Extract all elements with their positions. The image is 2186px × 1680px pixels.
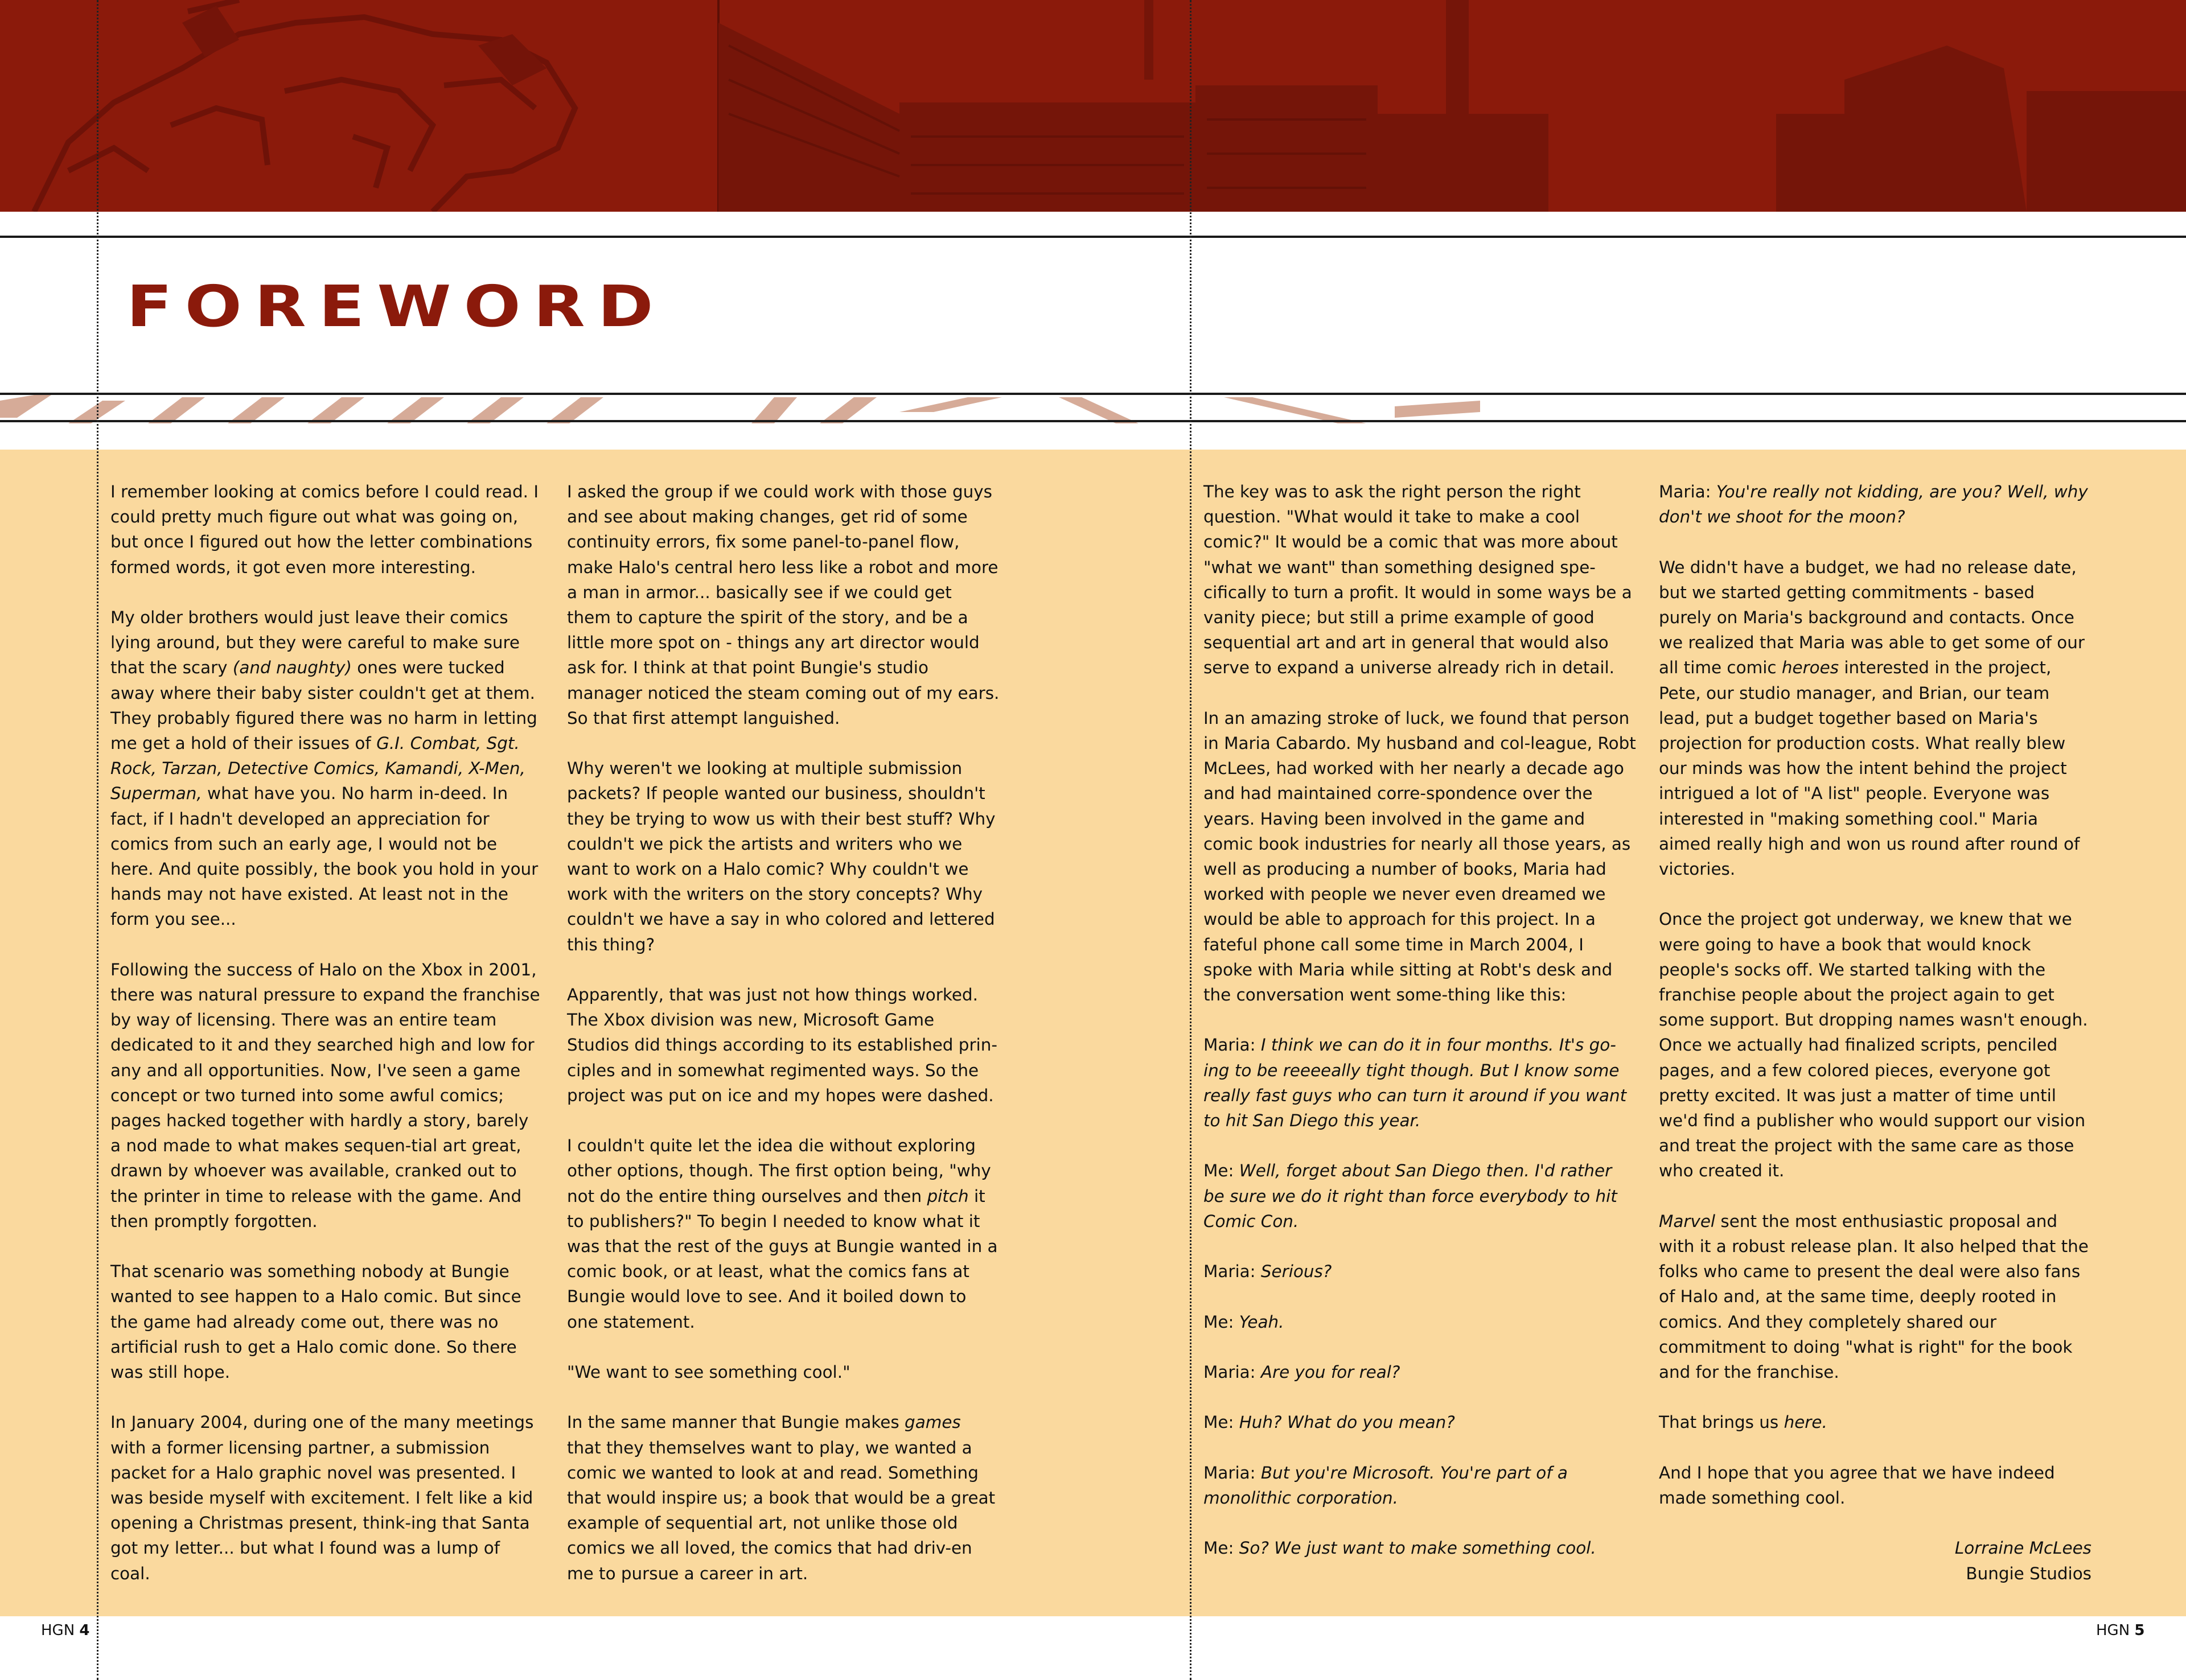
paragraph: Me: Huh? What do you mean? xyxy=(1203,1413,1455,1432)
paragraph: Maria: But you're Microsoft. You're part of a monolithic corporation. xyxy=(1203,1463,1568,1508)
paragraph: We didn't have a budget, we had no release date, but we started getting commitments - based purely on Maria's background and contacts. Once we realized that Maria was able to get some of our all time comic heroes interested in the project, Pete, our studio manager, and Brian, our team lead, put a budget together based on Maria's projection for production costs. What really blew our minds was how the intent behind the project intrigued a lot of "A list" people. Everyone was interested in "making something cool." Maria aimed really high and won us round after round of victories. xyxy=(1659,557,2085,879)
paragraph: I remember looking at comics before I could read. I could pretty much figure out what was going on, but once I figured out how the letter combinations formed words, it got even more interesting. xyxy=(110,482,539,577)
paragraph: In the same manner that Bungie makes games that they themselves want to play, we wanted a comic we wanted to look at and read. Something that would inspire us; a book that would be a great example of sequential art, not unlike those old comics we all loved, the comics that had driv-en me to pursue a career in art. xyxy=(567,1413,996,1583)
paragraph: Following the success of Halo on the Xbox in 2001, there was natural pressure to expand the franchise by way of licensing. There was an entire team dedicated to it and they searched high and low for any and all opportunities. Now, I've seen a game concept or two turned into some awful comics; pages hacked together with hardly a story, barely a nod made to what makes sequen-tial art great, drawn by whoever was available, cranked out to the printer in time to release with the game. And then promptly forgotten. xyxy=(110,960,540,1231)
paragraph: Why weren't we looking at multiple submission packets? If people wanted our business, shouldn't they be trying to wow us with their best stuff? Why couldn't we pick the artists and writers who we want to work on a Halo comic? Why couldn't we work with the writers on the story concepts? Why couldn't we have a say in who colored and lettered this thing? xyxy=(567,759,996,954)
center-dotted-rule xyxy=(1190,0,1191,1680)
paragraph: In January 2004, during one of the many meetings with a former licensing partner, a submission packet for a Halo graphic novel was presented. I was beside myself with excitement. I felt like a kid opening a Christmas present, think-ing that Santa got my letter... but what I found was a lump of coal. xyxy=(110,1413,534,1583)
page-title: FOREWORD xyxy=(126,273,666,340)
paragraph: Maria: Are you for real? xyxy=(1203,1362,1400,1382)
paragraph: Maria: I think we can do it in four months. It's go-ing to be reeeeally tight though. But I know some really fast guys who can turn it around if you want to hit San Diego this year. xyxy=(1203,1035,1627,1131)
stripe-artwork xyxy=(0,395,2186,423)
paragraph: Maria: Serious? xyxy=(1203,1262,1332,1282)
paragraph: Me: Yeah. xyxy=(1203,1312,1284,1332)
text-column-3 xyxy=(1203,479,1636,1586)
banner-artwork xyxy=(0,0,2186,212)
paragraph: That scenario was something nobody at Bungie wanted to see happen to a Halo comic. But since the game had already come out, there was no artificial rush to get a Halo comic done. So there was still hope. xyxy=(110,1262,521,1382)
paragraph: The key was to ask the right person the right question. "What would it take to make a cool comic?" It would be a comic that was more about "what we want" than something designed spe-cifically to turn a profit. It would in some ways be a vanity piece; but still a prime example of good sequential art and art in general that would also serve to expand a universe already rich in detail. xyxy=(1203,482,1632,678)
column-4-body xyxy=(1659,479,2092,1510)
rule-bottom xyxy=(0,420,2186,422)
paragraph: "We want to see something cool." xyxy=(567,1362,850,1382)
folio-left: HGN 4 xyxy=(41,1622,90,1639)
paragraph: Me: Well, forget about San Diego then. I'd rather be sure we do it right than force everybody to hit Comic Con. xyxy=(1203,1161,1617,1231)
paragraph: Marvel sent the most enthusiastic proposal and with it a robust release plan. It also helped that the folks who came to present the deal were also fans of Halo and, at the same time, deeply rooted in comics. And they completely shared our commitment to doing "what is right" for the book and for the franchise. xyxy=(1659,1211,2089,1382)
left-dotted-rule xyxy=(97,0,98,1680)
signature-org: Bungie Studios xyxy=(1966,1563,2092,1583)
paragraph: Me: So? We just want to make something cool. xyxy=(1203,1538,1596,1558)
paragraph: And I hope that you agree that we have indeed made something cool. xyxy=(1659,1463,2055,1508)
folio-right: HGN 5 xyxy=(2096,1622,2145,1639)
text-column-1 xyxy=(110,479,543,1611)
paragraph: I asked the group if we could work with those guys and see about making changes, get rid of some continuity errors, fix some panel-to-panel flow, make Halo's central hero less like a robot and more a man in armor... basically see if we could get them to capture the spirit of the story, and be a little more spot on - things any art director would ask for. I think at that point Bungie's studio manager noticed the steam coming out of my ears. So that first attempt languished. xyxy=(567,482,1000,728)
rule-top xyxy=(0,236,2186,238)
text-column-4 xyxy=(1659,479,2092,1586)
signature-name: Lorraine McLees xyxy=(1954,1538,2092,1558)
text-column-2 xyxy=(567,479,1000,1611)
header-banner xyxy=(0,0,2186,212)
paragraph: Maria: You're really not kidding, are you? Well, why don't we shoot for the moon? xyxy=(1659,482,2088,527)
paragraph: That brings us here. xyxy=(1659,1413,1827,1432)
paragraph: Once the project got underway, we knew that we were going to have a book that would knock people's socks off. We started talking with the franchise people about the project again to get some support. But dropping names wasn't enough. Once we actually had finalized scripts, penciled pages, and a few colored pieces, everyone got pretty excited. It was just a matter of time until we'd find a publisher who would support our vision and treat the project with the same care as those who created it. xyxy=(1659,909,2088,1181)
paragraph: Apparently, that was just not how things worked. The Xbox division was new, Microsoft Game Studios did things according to its established prin-ciples and in somewhat regimented ways. So the project was put on ice and my hopes were dashed. xyxy=(567,985,997,1105)
decorative-stripe xyxy=(0,395,2186,423)
paragraph: My older brothers would just leave their comics lying around, but they were careful to make sure that the scary (and naughty) ones were tucked away where their baby sister couldn't get at them. They probably figured there was no harm in letting me get a hold of their issues of G.I. Combat, Sgt. Rock, Tarzan, Detective Comics, Kamandi, X-Men, Superman, what have you. No harm in-deed. In fact, if I hadn't developed an appreciation for comics from such an early age, I would not be here. And quite possibly, the book you hold in your hands may not have existed. At least not in the form you see... xyxy=(110,608,539,929)
paragraph: I couldn't quite let the idea die without exploring other options, though. The first option being, "why not do the entire thing ourselves and then pitch it to publishers?" To begin I needed to know what it was that the rest of the guys at Bungie wanted in a comic book, or at least, what the comics fans at Bungie would love to see. And it boiled down to one statement. xyxy=(567,1136,998,1332)
paragraph: In an amazing stroke of luck, we found that person in Maria Cabardo. My husband and col-league, Robt McLees, had worked with her nearly a decade ago and had maintained corre-spondence over the years. Having been involved in the game and comic book industries for nearly all those years, as well as producing a number of books, Maria had worked with people we never even dreamed we would be able to approach for this project. In a fateful phone call some time in March 2004, I spoke with Maria while sitting at Robt's desk and the conversation went some-thing like this: xyxy=(1203,708,1636,1005)
